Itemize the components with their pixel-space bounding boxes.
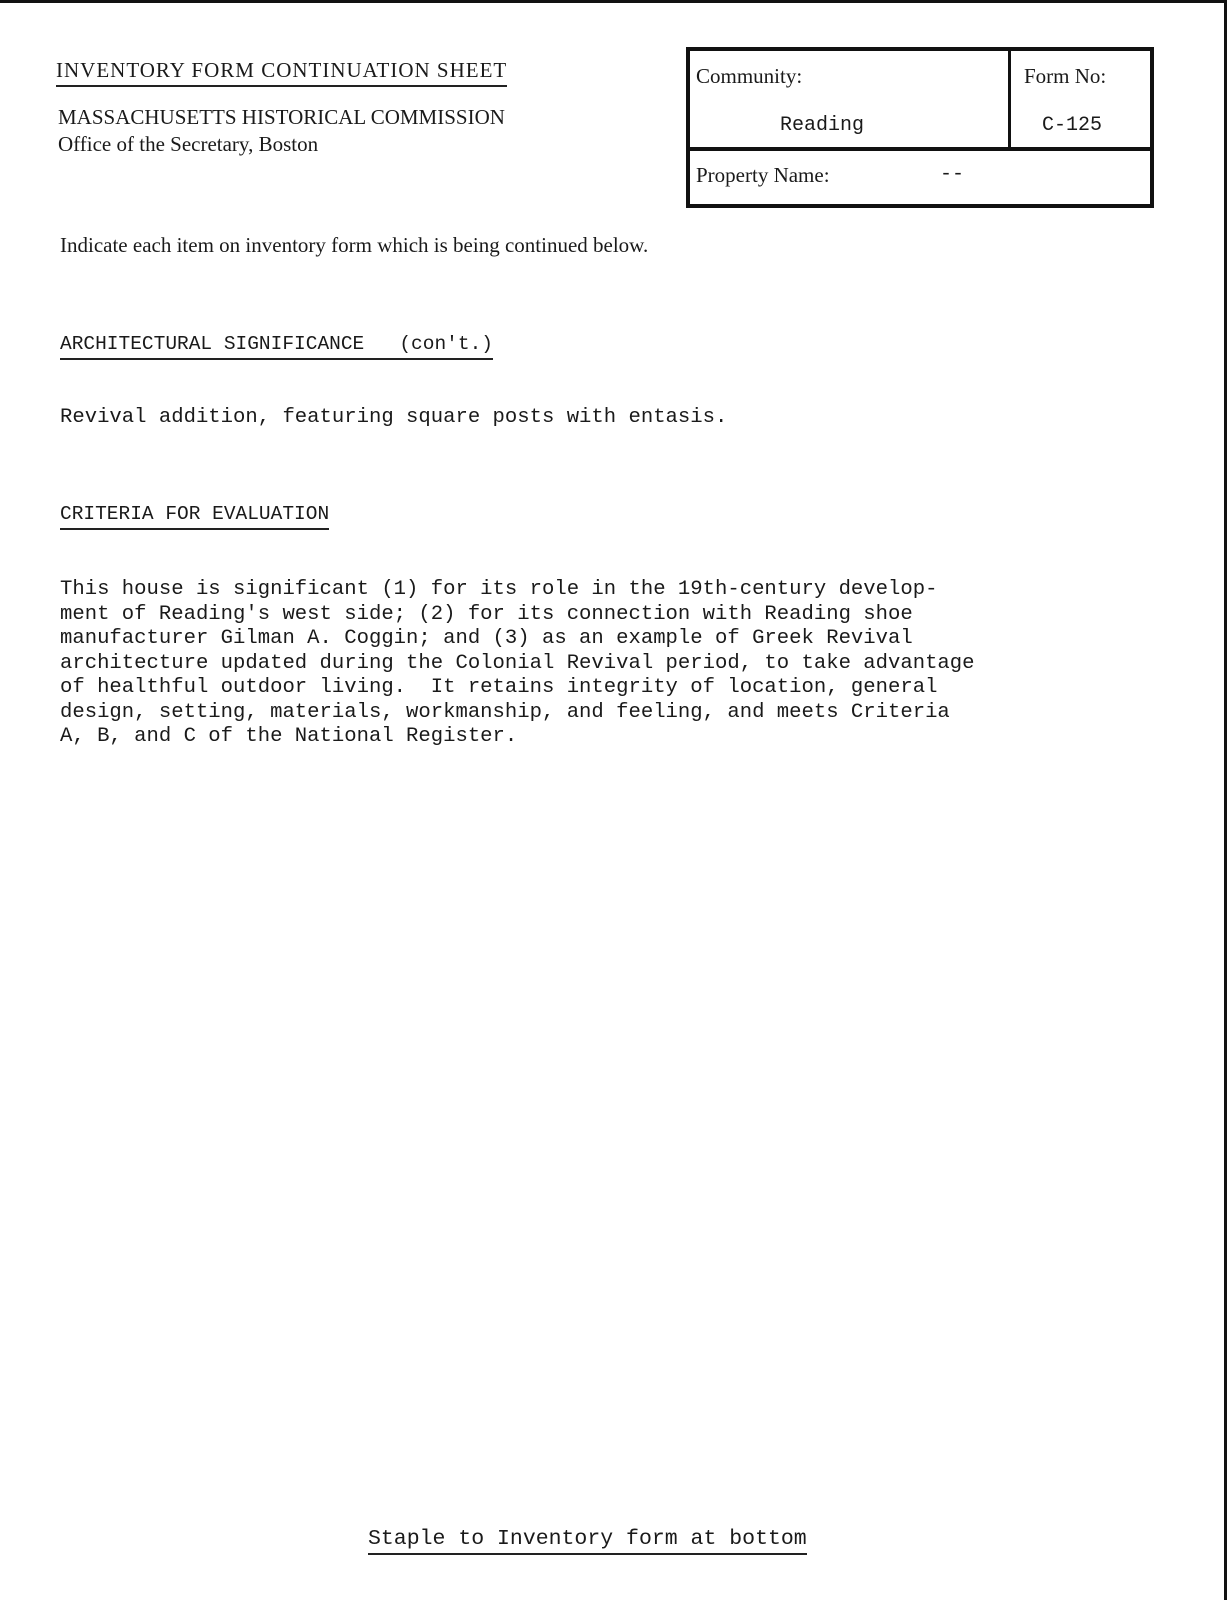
- community-value: Reading: [780, 114, 865, 137]
- info-box-divider-horizontal: [690, 147, 1150, 151]
- text-line: of healthful outdoor living. It retains integrity of location, general: [60, 676, 938, 699]
- form-no-label: Form No:: [1024, 64, 1107, 88]
- text-line: ment of Reading's west side; (2) for its connection with Reading shoe: [60, 602, 913, 626]
- text-line: manufacturer Gilman A. Coggin; and (3) as an example of Greek Revival: [60, 627, 913, 650]
- architectural-significance-heading: ARCHITECTURAL SIGNIFICANCE (con't.): [60, 333, 493, 360]
- text-line: A, B, and C of the National Register.: [60, 725, 518, 748]
- commission-name: MASSACHUSETTS HISTORICAL COMMISSION: [58, 105, 505, 129]
- text-line: This house is significant (1) for its role in the 19th-century develop-: [60, 578, 938, 601]
- commission-block: [58, 104, 505, 158]
- form-title: INVENTORY FORM CONTINUATION SHEET: [56, 58, 507, 87]
- architectural-significance-text: [60, 406, 727, 431]
- community-label: Community:: [696, 64, 803, 88]
- staple-note: Staple to Inventory form at bottom: [368, 1527, 807, 1555]
- property-name-label: Property Name:: [696, 163, 830, 187]
- criteria-text: [60, 578, 975, 750]
- property-name-value: --: [940, 163, 965, 186]
- info-box-divider-vertical: [1008, 51, 1011, 149]
- form-no-value: C-125: [1042, 114, 1103, 137]
- office-name: Office of the Secretary, Boston: [58, 132, 319, 156]
- text-line: Revival addition, featuring square posts with entasis.: [60, 406, 728, 429]
- criteria-heading: CRITERIA FOR EVALUATION: [60, 503, 329, 530]
- info-box: [686, 47, 1154, 208]
- text-line: architecture updated during the Colonial Revival period, to take advantage: [60, 651, 975, 675]
- instruction-text: Indicate each item on inventory form which is being continued below.: [60, 233, 649, 257]
- text-line: design, setting, materials, workmanship, and feeling, and meets Criteria: [60, 700, 950, 724]
